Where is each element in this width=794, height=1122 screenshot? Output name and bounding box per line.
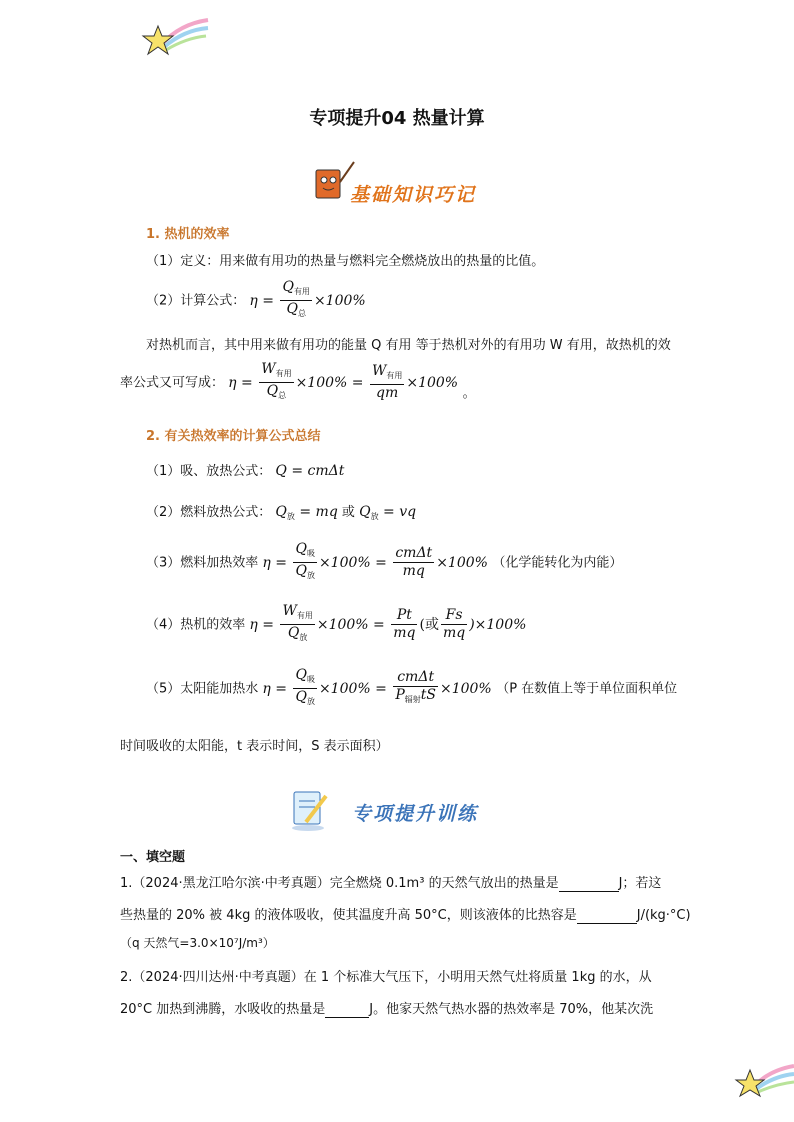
question-text: J；若这	[618, 876, 662, 891]
section-heading: 2. 有关热效率的计算公式总结	[146, 429, 321, 444]
section-title-fill-blank: 一、填空题	[120, 850, 186, 865]
page-title: 专项提升04 热量计算	[309, 108, 485, 129]
formula-label: （2）计算公式：	[146, 293, 246, 309]
question-line: 2.（2024·四川达州·中考真题）在 1 个标准大气压下，小明用天然气灶将质量 1kg 的水，从	[120, 970, 652, 985]
pencil-paper-icon	[286, 786, 332, 832]
formula-label: （2）燃料放热公式：	[146, 505, 272, 520]
fuel-efficiency-formula: η = $\frac{Q_吸}{Q_放}$ ×100% = $\frac{\text{cmΔt}}{mq}$ ×100%	[262, 541, 493, 580]
question-text: 20°C 加热到沸腾，水吸收的热量是	[120, 1002, 326, 1017]
formula-line	[146, 541, 622, 584]
formula-line	[120, 361, 476, 404]
question-line: （q 天然气=3.0×10⁷J/m³）	[120, 936, 275, 950]
formula-line	[146, 603, 526, 646]
formula-line	[146, 501, 416, 522]
fuel-heat-formula: $Q_放$ = mq	[275, 504, 338, 521]
fuel-heat-formula-volume: $Q_放$ = vq	[359, 504, 417, 521]
efficiency-formula-alt: η = $\frac{W_{有用}}{Q_总}$ ×100% = $\frac{W_{有用}}{qm}$ ×100%	[228, 361, 463, 401]
question-line	[120, 872, 661, 892]
formula-label: （5）太阳能加热水	[146, 681, 259, 697]
formula-label: （3）燃料加热效率	[146, 555, 259, 571]
formula-line	[146, 279, 366, 322]
heat-formula: Q = cmΔt	[275, 463, 345, 479]
question-text: 些热量的 20% 被 4kg 的液体吸收，使其温度升高 50°C，则该液体的比热容是	[120, 908, 577, 923]
banner-training: 专项提升训练	[352, 803, 479, 825]
solar-efficiency-formula: η = $\frac{Q_吸}{Q_放}$ ×100% = $\frac{\text{cmΔt}}{P_{辐射}tS}$ ×100%	[262, 667, 497, 706]
shooting-star-icon	[734, 1060, 794, 1102]
answer-blank[interactable]	[577, 908, 637, 924]
question-text: J。他家天然气热水器的热效率是 70%，他某次洗	[369, 1002, 654, 1017]
or-text: (或	[419, 616, 439, 633]
question-line	[120, 904, 691, 924]
definition-text: （1）定义：用来做有用功的热量与燃料完全燃烧放出的热量的比值。	[146, 254, 545, 269]
question-line	[120, 998, 653, 1018]
formula-note-continued: 时间吸收的太阳能，t 表示时间，S 表示面积）	[120, 739, 389, 754]
question-text: J/(kg·°C)	[636, 908, 691, 923]
paragraph-text: 对热机而言，其中用来做有用功的能量 Q 有用 等于热机对外的有用功 W 有用，故热机的效	[146, 338, 671, 353]
banner-knowledge: 基础知识巧记	[350, 184, 477, 206]
shooting-star-icon	[140, 14, 210, 60]
answer-blank[interactable]	[325, 1002, 369, 1018]
formula-label: （1）吸、放热公式：	[146, 464, 272, 479]
efficiency-formula: η = $\frac{Q_{有用}}{Q_总}$ ×100%	[249, 279, 366, 318]
formula-line	[146, 667, 677, 710]
or-text: 或	[341, 505, 355, 520]
formula-note: （P 在数值上等于单位面积单位	[496, 681, 678, 697]
formula-label: （4）热机的效率	[146, 617, 246, 633]
engine-efficiency-formula: η = $\frac{W_{有用}}{Q_放}$ ×100% = $\frac{Pt}{mq}$ (或 $\frac{Fs}{mq}$ )×100%	[249, 603, 527, 642]
section-heading: 1. 热机的效率	[146, 227, 230, 242]
formula-label: 率公式又可写成：	[120, 375, 225, 391]
formula-note: （化学能转化为内能）	[492, 555, 623, 571]
question-text: 1.（2024·黑龙江哈尔滨·中考真题）完全燃烧 0.1m³ 的天然气放出的热量是	[120, 876, 559, 891]
answer-blank[interactable]	[559, 876, 619, 892]
formula-line	[146, 460, 344, 479]
period-mark: 。	[462, 385, 476, 401]
